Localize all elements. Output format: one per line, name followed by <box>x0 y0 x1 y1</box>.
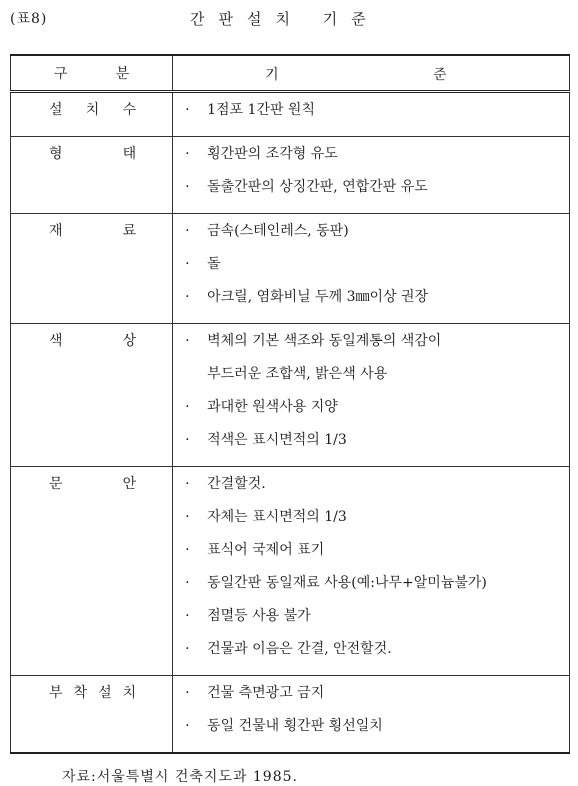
bullet-icon: · <box>185 542 190 558</box>
category-cell <box>11 214 173 324</box>
standard-list <box>173 324 569 466</box>
bullet-icon: · <box>185 102 190 118</box>
bullet-icon: · <box>185 223 190 239</box>
category-char: 상 <box>122 333 137 349</box>
bullet-icon: · <box>185 476 190 492</box>
standard-item <box>173 572 569 605</box>
category-cell <box>11 92 173 137</box>
standard-cell <box>173 676 570 754</box>
standard-item <box>173 143 569 176</box>
standard-item-text: 점멸등 사용 불가 <box>207 608 311 624</box>
table-row <box>11 324 570 467</box>
standard-cell <box>173 467 570 676</box>
standard-item-text: 건물과 이음은 간결, 안전할것. <box>207 641 392 657</box>
category-char: 치 <box>122 685 137 701</box>
standard-cell <box>173 214 570 324</box>
category-char: 형 <box>49 146 63 162</box>
category-char: 색 <box>49 333 63 349</box>
table-row <box>11 676 570 754</box>
category-char: 태 <box>122 146 137 162</box>
standard-item <box>173 638 569 671</box>
bullet-icon: · <box>185 256 190 272</box>
standard-item <box>173 605 569 638</box>
bullet-icon: · <box>185 608 190 624</box>
standard-item <box>173 429 569 462</box>
table-row <box>11 137 570 214</box>
standard-item <box>173 396 569 429</box>
standard-item-text: 간결할것. <box>207 476 266 492</box>
category-column-header <box>11 55 173 92</box>
category-cell <box>11 324 173 467</box>
standard-item <box>173 99 569 132</box>
category-label <box>11 682 172 702</box>
bullet-icon: · <box>185 509 190 525</box>
category-cell <box>11 137 173 214</box>
standard-item-text: 건물 측면광고 금지 <box>207 685 325 701</box>
standard-item-text: 1점포 1간판 원칙 <box>207 102 315 118</box>
table-row <box>11 467 570 676</box>
standard-item-text: 아크릴, 염화비닐 두께 3㎜이상 권장 <box>207 289 429 305</box>
category-label <box>11 473 172 493</box>
bullet-icon: · <box>185 179 190 195</box>
category-char: 설 <box>49 102 63 118</box>
bullet-icon: · <box>185 718 190 734</box>
standard-item <box>173 506 569 539</box>
standard-cell <box>173 137 570 214</box>
standard-item-text: 부드러운 조합색, 밝은색 사용 <box>207 366 388 382</box>
category-header-label: 구 분 <box>53 66 152 82</box>
standard-item <box>173 176 569 209</box>
category-cell <box>11 467 173 676</box>
standard-list <box>173 467 569 675</box>
standard-item <box>173 220 569 253</box>
standard-item <box>173 473 569 506</box>
table-number-label: (표8) <box>10 11 48 27</box>
source-note: 자료:서울특별시 건축지도과 1985. <box>62 769 298 785</box>
category-label <box>11 99 172 119</box>
standard-item <box>173 253 569 286</box>
category-char: 재 <box>49 223 63 239</box>
standard-item-text: 횡간판의 조각형 유도 <box>207 146 338 162</box>
standard-item <box>173 539 569 572</box>
standard-item-text: 금속(스테인레스, 동판) <box>207 223 349 239</box>
category-label <box>11 330 172 350</box>
standard-header-part-2: 준 <box>433 67 447 83</box>
standard-item-text: 동일 건물내 횡간판 횡선일치 <box>207 718 383 734</box>
category-cell <box>11 676 173 754</box>
category-char: 수 <box>122 102 137 118</box>
category-label <box>11 143 172 163</box>
standard-item-text: 자체는 표시면적의 1/3 <box>207 509 347 525</box>
table-row <box>11 214 570 324</box>
category-char: 안 <box>122 476 137 492</box>
standard-item <box>173 682 569 715</box>
standard-column-header <box>173 55 570 92</box>
standard-item-text: 돌 <box>207 256 221 272</box>
category-label <box>11 220 172 240</box>
bullet-icon: · <box>185 289 190 305</box>
standard-list <box>173 137 569 213</box>
standard-list <box>173 676 569 752</box>
standards-table <box>10 54 570 754</box>
standard-item <box>173 715 569 748</box>
bullet-icon: · <box>185 575 190 591</box>
category-char: 부 <box>49 685 63 701</box>
table-row <box>11 92 570 137</box>
category-char: 문 <box>49 476 63 492</box>
table-body <box>11 92 570 754</box>
standard-item <box>173 286 569 319</box>
document-header <box>0 6 578 30</box>
standard-list <box>173 93 569 136</box>
standard-list <box>173 214 569 323</box>
bullet-icon: · <box>185 685 190 701</box>
standard-item <box>173 363 569 396</box>
standard-item-text: 돌출간판의 상징간판, 연합간판 유도 <box>207 179 428 195</box>
standard-cell <box>173 92 570 137</box>
table-header-row <box>11 55 570 92</box>
bullet-icon: · <box>185 146 190 162</box>
standard-header-part-1: 기 <box>265 67 279 83</box>
standard-item <box>173 330 569 363</box>
standard-item-text: 표식어 국제어 표기 <box>207 542 325 558</box>
category-char: 료 <box>122 223 137 239</box>
standard-item-text: 벽체의 기본 색조와 동일계통의 색감이 <box>207 333 442 349</box>
bullet-icon: · <box>185 333 190 349</box>
category-char: 착 <box>73 685 88 701</box>
standard-item-text: 적색은 표시면적의 1/3 <box>207 432 347 448</box>
document-title: 간판설치 기준 <box>190 10 380 28</box>
category-char: 설 <box>98 685 112 701</box>
bullet-icon: · <box>185 399 190 415</box>
bullet-icon: · <box>185 432 190 448</box>
bullet-icon: · <box>185 641 190 657</box>
standard-item-text: 동일간판 동일재료 사용(예:나무+알미늄불가) <box>207 575 487 591</box>
category-char: 치 <box>85 102 100 118</box>
standard-item-text: 과대한 원색사용 지양 <box>207 399 338 415</box>
standard-cell <box>173 324 570 467</box>
